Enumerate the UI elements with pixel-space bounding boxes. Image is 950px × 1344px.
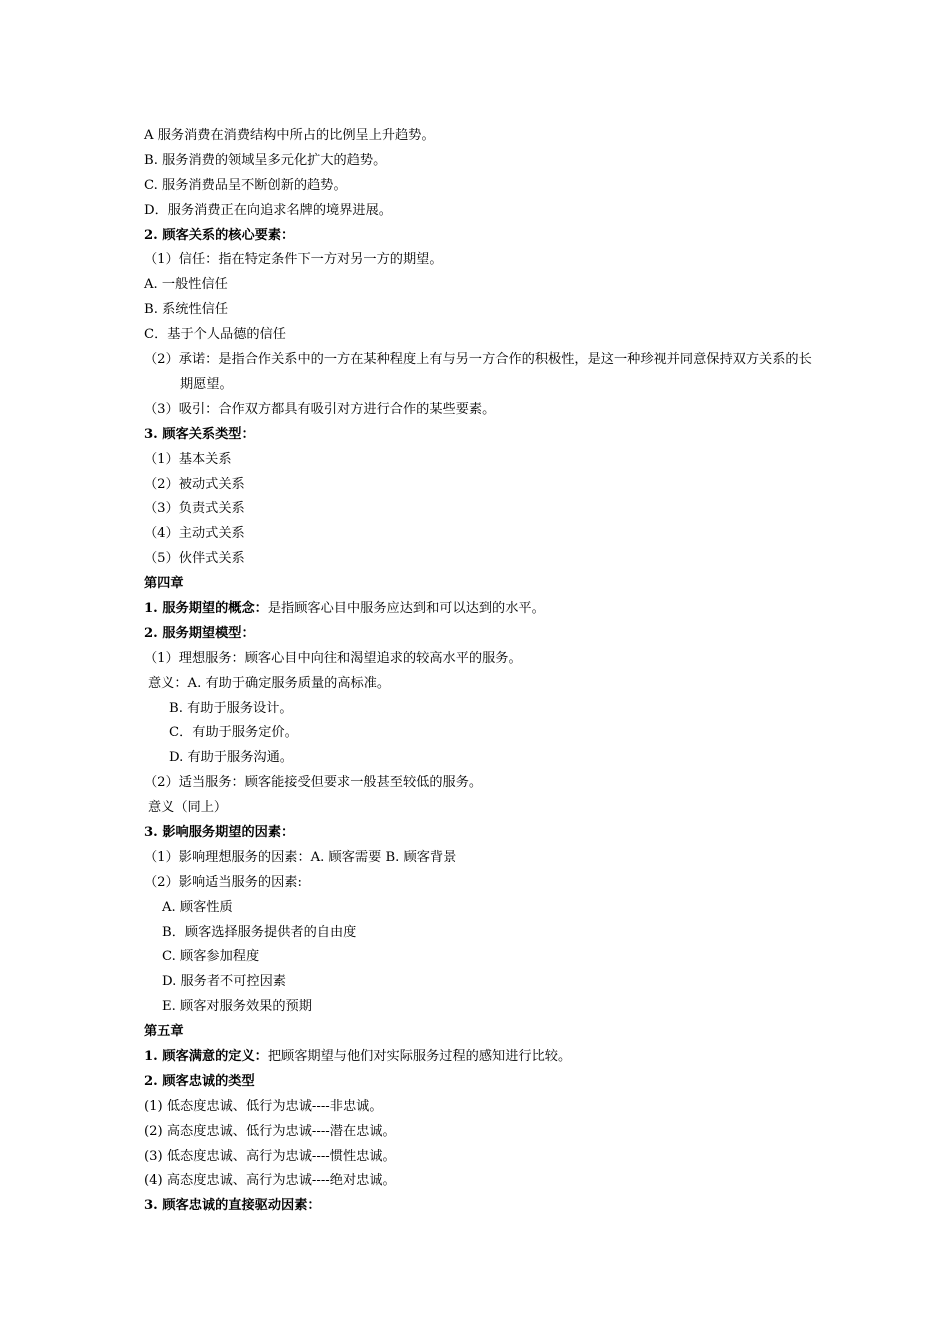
text-paragraph: （2）承诺：是指合作关系中的一方在某种程度上有与另一方合作的积极性，是这一种珍视并同意保持双方关系的长期愿望。	[144, 352, 812, 392]
text-line: A 服务消费在消费结构中所占的比例呈上升趋势。	[144, 128, 435, 143]
text-line: （1）理想服务：顾客心目中向往和渴望追求的较高水平的服务。	[144, 650, 522, 666]
text-line: D. 有助于服务沟通。	[169, 750, 293, 766]
section-heading: 2. 服务期望模型：	[144, 625, 255, 641]
text-line: A. 顾客性质	[162, 899, 233, 915]
text-line: C．基于个人品德的信任	[144, 327, 286, 343]
document-body	[144, 124, 824, 1219]
text-line: E. 顾客对服务效果的预期	[162, 999, 312, 1015]
text-line: D. 服务者不可控因素	[162, 974, 286, 990]
term-definition: 是指顾客心目中服务应达到和可以达到的水平。	[267, 600, 545, 616]
section-heading: 3. 顾客关系类型：	[144, 426, 255, 442]
text-line: (1) 低态度忠诚、低行为忠诚----非忠诚。	[144, 1098, 383, 1114]
text-line: （3）吸引：合作双方都具有吸引对方进行合作的某些要素。	[144, 401, 496, 417]
text-line: B．顾客选择服务提供者的自由度	[162, 924, 357, 940]
text-line: B. 服务消费的领域呈多元化扩大的趋势。	[144, 152, 387, 168]
text-line: B. 系统性信任	[144, 302, 229, 318]
text-line: （5）伙伴式关系	[144, 551, 245, 567]
section-heading: 3. 顾客忠诚的直接驱动因素：	[144, 1198, 321, 1214]
text-line: B. 有助于服务设计。	[169, 700, 293, 716]
term-label: 1. 顾客满意的定义：	[144, 1048, 268, 1064]
text-line: （2）适当服务：顾客能接受但要求一般甚至较低的服务。	[144, 775, 483, 791]
text-line: （2）影响适当服务的因素:	[144, 874, 302, 890]
definition-line	[144, 1045, 824, 1070]
text-line: （4）主动式关系	[144, 526, 245, 542]
text-line: （3）负责式关系	[144, 501, 245, 517]
text-line: A. 一般性信任	[144, 277, 228, 293]
term-label: 1. 服务期望的概念：	[144, 600, 268, 616]
text-line: D．服务消费正在向追求名牌的境界进展。	[144, 202, 392, 218]
text-line: （1）基本关系	[144, 451, 232, 467]
text-line: (3) 低态度忠诚、高行为忠诚----惯性忠诚。	[144, 1148, 396, 1164]
text-line: （1）信任：指在特定条件下一方对另一方的期望。	[144, 252, 443, 268]
section-heading: 2. 顾客忠诚的类型	[144, 1073, 255, 1089]
text-line: C．有助于服务定价。	[169, 725, 298, 741]
text-line: 意义：A. 有助于确定服务质量的高标准。	[148, 675, 391, 691]
definition-line	[144, 597, 824, 622]
chapter-heading: 第四章	[144, 576, 184, 592]
text-line: 意义（同上）	[148, 800, 228, 816]
section-heading: 3. 影响服务期望的因素：	[144, 824, 295, 840]
text-line: C. 顾客参加程度	[162, 949, 260, 965]
text-line: (4) 高态度忠诚、高行为忠诚----绝对忠诚。	[144, 1173, 396, 1189]
chapter-heading: 第五章	[144, 1024, 184, 1040]
text-line: （1）影响理想服务的因素：A. 顾客需要 B. 顾客背景	[144, 849, 457, 865]
term-definition: 把顾客期望与他们对实际服务过程的感知进行比较。	[267, 1048, 572, 1064]
text-line: C. 服务消费品呈不断创新的趋势。	[144, 177, 347, 193]
section-heading: 2. 顾客关系的核心要素：	[144, 227, 295, 243]
text-line: (2) 高态度忠诚、低行为忠诚----潜在忠诚。	[144, 1123, 396, 1139]
text-line: （2）被动式关系	[144, 476, 245, 492]
